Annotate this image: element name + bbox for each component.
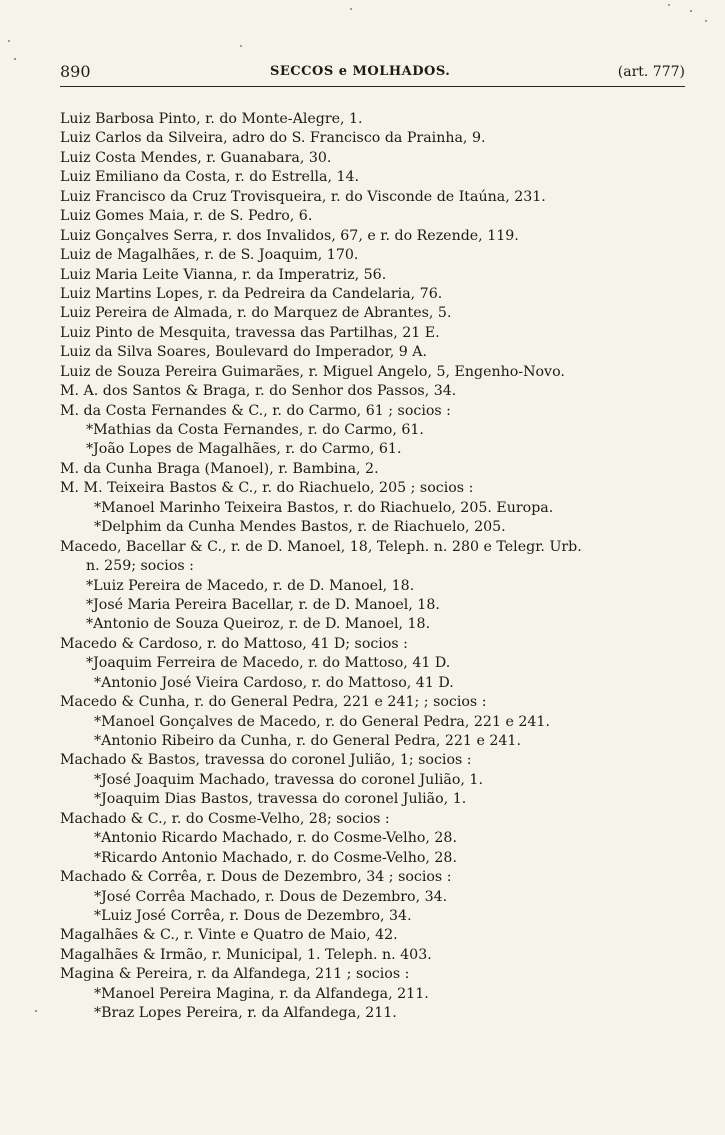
print-speck	[35, 1010, 37, 1012]
directory-entry: Magalhães & C., r. Vinte e Quatro de Maio, 42.	[60, 927, 398, 944]
partner-entry: *Braz Lopes Pereira, r. da Alfandega, 211.	[94, 1005, 397, 1022]
print-speck	[668, 4, 670, 6]
directory-entry: Machado & Corrêa, r. Dous de Dezembro, 34 ; socios :	[60, 869, 452, 886]
directory-entries	[60, 110, 700, 1024]
directory-entry: Luiz Barbosa Pinto, r. do Monte-Alegre, 1.	[60, 111, 363, 127]
directory-entry: Luiz de Magalhães, r. de S. Joaquim, 170.	[60, 247, 359, 264]
partner-entry: *Mathias da Costa Fernandes, r. do Carmo, 61.	[86, 422, 424, 438]
partner-entry: n. 259; socios :	[86, 558, 194, 575]
directory-entry: M. M. Teixeira Bastos & C., r. do Riachuelo, 205 ; socios :	[60, 480, 474, 497]
directory-entry: Luiz Pereira de Almada, r. do Marquez de Abrantes, 5.	[60, 305, 452, 322]
partner-entry: *Antonio Ribeiro da Cunha, r. do General Pedra, 221 e 241.	[94, 733, 521, 749]
directory-entry: Machado & C., r. do Cosme-Velho, 28; socios :	[60, 810, 390, 827]
partner-entry: *João Lopes de Magalhães, r. do Carmo, 61.	[86, 441, 402, 458]
directory-entry: M. da Costa Fernandes & C., r. do Carmo, 61 ; socios :	[60, 402, 451, 419]
partner-entry: *José Maria Pereira Bacellar, r. de D. Manoel, 18.	[86, 596, 440, 613]
directory-entry: M. A. dos Santos & Braga, r. do Senhor dos Passos, 34.	[60, 383, 457, 400]
directory-entry: Luiz da Silva Soares, Boulevard do Imperador, 9 A.	[60, 344, 428, 361]
partner-entry: *Joaquim Dias Bastos, travessa do coronel Julião, 1.	[94, 791, 467, 808]
directory-entry: Magina & Pereira, r. da Alfandega, 211 ; socios :	[60, 966, 410, 983]
partner-entry: *José Corrêa Machado, r. Dous de Dezembro, 34.	[94, 888, 448, 905]
partner-entry: *Manoel Pereira Magina, r. da Alfandega, 211.	[94, 985, 429, 1002]
directory-entry: M. da Cunha Braga (Manoel), r. Bambina, 2.	[60, 460, 379, 477]
directory-entry: Luiz Gonçalves Serra, r. dos Invalidos, 67, e r. do Rezende, 119.	[60, 227, 519, 244]
partner-entry: *Antonio Ricardo Machado, r. do Cosme-Velho, 28.	[94, 830, 457, 847]
partner-entry: *Luiz José Corrêa, r. Dous de Dezembro, 34.	[94, 907, 412, 924]
running-title: SECCOS e MOLHADOS.	[270, 64, 451, 79]
partner-entry: *Manoel Gonçalves de Macedo, r. do General Pedra, 221 e 241.	[94, 713, 550, 730]
directory-entry: Macedo & Cunha, r. do General Pedra, 221 e 241; ; socios :	[60, 694, 487, 711]
partner-entry: *Joaquim Ferreira de Macedo, r. do Mattoso, 41 D.	[86, 655, 451, 672]
partner-entry: *Antonio José Vieira Cardoso, r. do Mattoso, 41 D.	[94, 674, 454, 691]
directory-entry: Luiz Pinto de Mesquita, travessa das Partilhas, 21 E.	[60, 324, 440, 341]
page-number: 890	[60, 62, 91, 81]
directory-entry: Magalhães & Irmão, r. Municipal, 1. Teleph. n. 403.	[60, 946, 432, 963]
partner-entry: *José Joaquim Machado, travessa do coronel Julião, 1.	[94, 771, 483, 788]
directory-entry: Luiz Emiliano da Costa, r. do Estrella, 14.	[60, 169, 360, 186]
directory-entry: Luiz Carlos da Silveira, adro do S. Francisco da Prainha, 9.	[60, 130, 486, 147]
print-speck	[690, 10, 692, 12]
print-speck	[705, 20, 707, 22]
partner-entry: *Luiz Pereira de Macedo, r. de D. Manoel, 18.	[86, 577, 415, 594]
directory-entry: Macedo, Bacellar & C., r. de D. Manoel, 18, Teleph. n. 280 e Telegr. Urb.	[60, 538, 582, 555]
page-header	[60, 62, 685, 87]
partner-entry: *Manoel Marinho Teixeira Bastos, r. do Riachuelo, 205. Europa.	[94, 499, 554, 516]
print-speck	[240, 45, 242, 47]
partner-entry: *Delphim da Cunha Mendes Bastos, r. de Riachuelo, 205.	[94, 519, 506, 536]
directory-entry: Luiz Martins Lopes, r. da Pedreira da Candelaria, 76.	[60, 285, 443, 302]
print-speck	[14, 58, 16, 60]
print-speck	[8, 40, 10, 42]
directory-entry: Luiz Francisco da Cruz Trovisqueira, r. do Visconde de Itaúna, 231.	[60, 188, 546, 205]
article-reference: (art. 777)	[617, 64, 685, 80]
partner-entry: *Ricardo Antonio Machado, r. do Cosme-Velho, 28.	[94, 849, 457, 866]
print-speck	[350, 8, 352, 10]
directory-entry: Luiz Gomes Maia, r. de S. Pedro, 6.	[60, 208, 313, 225]
directory-entry: Luiz Maria Leite Vianna, r. da Imperatriz, 56.	[60, 266, 387, 283]
directory-entry: Luiz Costa Mendes, r. Guanabara, 30.	[60, 149, 332, 166]
partner-entry: *Antonio de Souza Queiroz, r. de D. Manoel, 18.	[86, 616, 431, 633]
directory-entry: Luiz de Souza Pereira Guimarães, r. Miguel Angelo, 5, Engenho-Novo.	[60, 363, 565, 380]
directory-entry: Machado & Bastos, travessa do coronel Julião, 1; socios :	[60, 752, 472, 769]
directory-entry: Macedo & Cardoso, r. do Mattoso, 41 D; socios :	[60, 635, 408, 652]
